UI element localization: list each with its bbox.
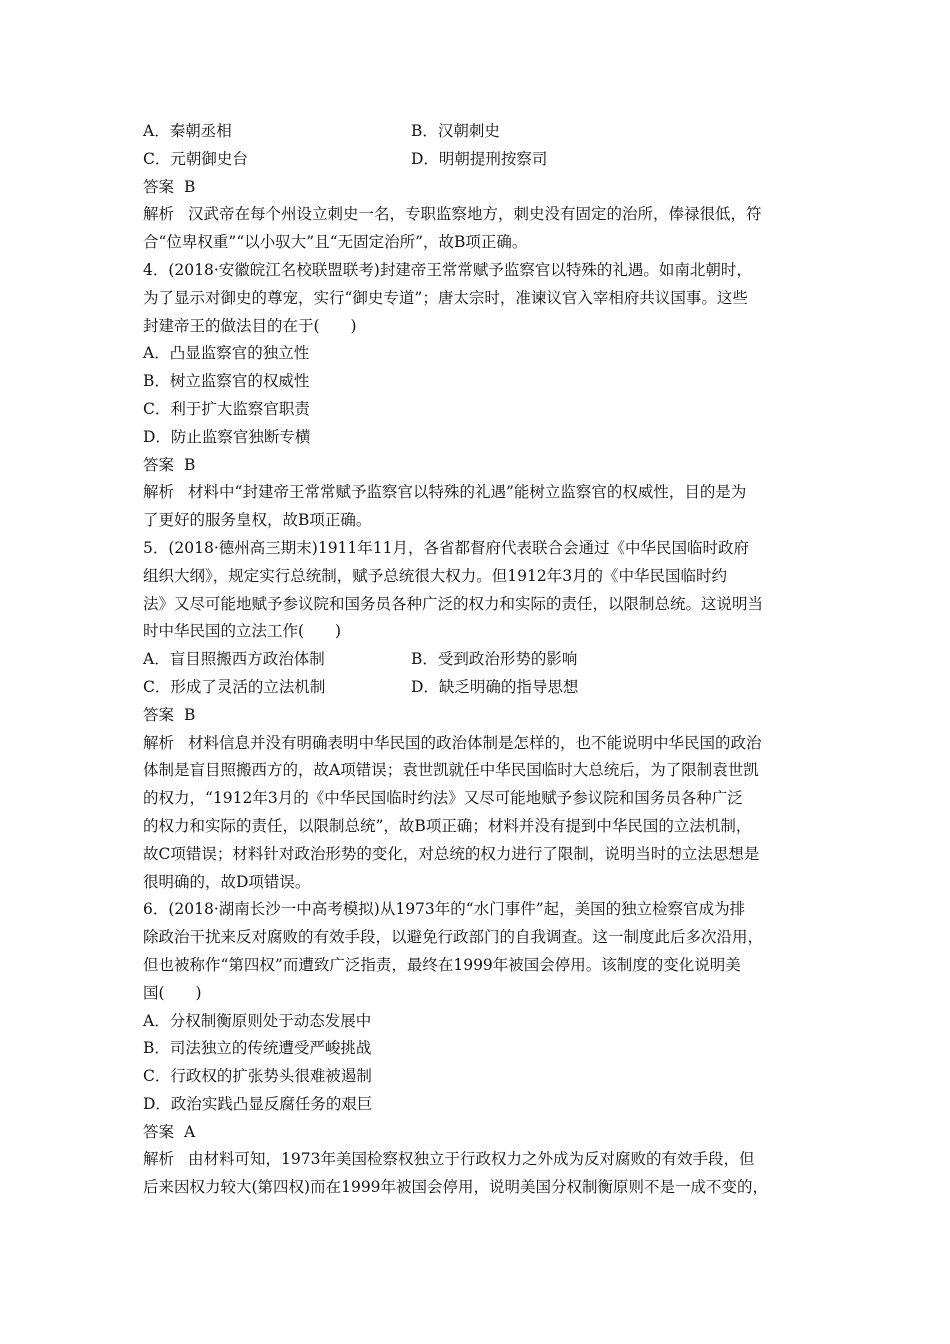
q6-stem-line-4: 国( ) — [143, 983, 202, 1002]
q4-explanation-line-1 — [143, 479, 823, 507]
q5-option-d: D．缺乏明确的指导思想 — [411, 677, 579, 696]
explanation-label: 解析 — [143, 205, 175, 224]
q5-stem-line-2: 组织大纲》，规定实行总统制，赋予总统很大权力。但1912年3月的《中华民国临时约 — [143, 566, 728, 585]
answer-label: 答案 — [143, 705, 175, 724]
explanation-label: 解析 — [143, 733, 175, 752]
answer-label: 答案 — [143, 455, 175, 474]
explanation-text: 材料中“封建帝王常常赋予监察官以特殊的礼遇”能树立监察官的权威性，目的是为 — [188, 483, 747, 502]
q6-explanation-line-2: 后来因权力较大(第四权)而在1999年被国会停用，说明美国分权制衡原则不是一成不变的， — [143, 1178, 769, 1197]
q5-option-c: C．形成了灵活的立法机制 — [143, 677, 326, 696]
q5-options-row-2 — [143, 674, 823, 702]
q5-stem-line-1: 5．(2018·德州高三期末)1911年11月，各省都督府代表联合会通过《中华民国临时政府 — [143, 538, 750, 557]
explanation-label: 解析 — [143, 1150, 175, 1169]
q5-explanation-line-4: 的权力和实际的责任，以限制总统”，故B项正确；材料并没有提到中华民国的立法机制， — [143, 816, 752, 835]
q3-option-d: D．明朝提刑按察司 — [411, 149, 548, 168]
q5-options-row-1 — [143, 646, 823, 674]
q6-option-b: B．司法独立的传统遭受严峻挑战 — [143, 1039, 372, 1058]
q6-explanation-line-1 — [143, 1146, 823, 1174]
explanation-label: 解析 — [143, 483, 175, 502]
document-page — [143, 118, 823, 1202]
q5-stem-line-4: 时中华民国的立法工作( ) — [143, 622, 342, 641]
answer-label: 答案 — [143, 177, 175, 196]
q3-explanation-line-2: 合“位卑权重”“以小驭大”且“无固定治所”，故B项正确。 — [143, 233, 528, 252]
q4-stem-line-1: 4．(2018·安徽皖江名校联盟联考)封建帝王常常赋予监察官以特殊的礼遇。如南北朝时， — [143, 260, 752, 279]
q6-answer — [143, 1119, 823, 1147]
q6-stem-line-1: 6．(2018·湖南长沙一中高考模拟)从1973年的“水门事件”起，美国的独立检察官成为排 — [143, 900, 746, 919]
q5-stem-line-3: 法》又尽可能地赋予参议院和国务员各种广泛的权力和实际的责任，以限制总统。这说明当 — [143, 594, 764, 613]
q5-explanation-line-2: 体制是盲目照搬西方的，故A项错误；袁世凯就任中华民国临时大总统后，为了限制袁世凯 — [143, 761, 759, 780]
q3-option-a: A．秦朝丞相 — [143, 122, 232, 140]
q3-answer — [143, 174, 823, 202]
q3-option-c: C．元朝御史台 — [143, 149, 248, 168]
q5-explanation-line-1 — [143, 730, 823, 758]
q4-explanation-line-2: 了更好的服务皇权，故B项正确。 — [143, 511, 372, 530]
q4-option-b: B．树立监察官的权威性 — [143, 372, 310, 391]
q3-options-row-2 — [143, 146, 823, 174]
q4-option-d: D．防止监察官独断专横 — [143, 427, 311, 446]
explanation-text: 汉武帝在每个州设立刺史一名，专职监察地方，刺史没有固定的治所，俸禄很低，符 — [188, 205, 762, 224]
q5-option-b: B．受到政治形势的影响 — [411, 650, 578, 669]
answer-value: A — [184, 1122, 196, 1141]
q4-stem-line-2: 为了显示对御史的尊宠，实行“御史专道”；唐太宗时，准谏议官入宰相府共议国事。这些 — [143, 288, 748, 307]
q6-option-a: A．分权制衡原则处于动态发展中 — [143, 1011, 372, 1030]
q6-stem-line-2: 除政治干扰来反对腐败的有效手段，以避免行政部门的自我调查。这一制度此后多次沿用， — [143, 928, 764, 947]
q3-option-b: B．汉朝刺史 — [411, 122, 500, 140]
q5-answer — [143, 702, 823, 730]
q6-stem-line-3: 但也被称作“第四权”而遭致广泛指责，最终在1999年被国会停用。该制度的变化说明美 — [143, 955, 741, 974]
q6-option-d: D．政治实践凸显反腐任务的艰巨 — [143, 1094, 373, 1113]
q3-options-row-1 — [143, 118, 823, 146]
q5-explanation-line-5: 故C项错误；材料针对政治形势的变化，对总统的权力进行了限制，说明当时的立法思想是 — [143, 844, 760, 863]
q5-explanation-line-6: 很明确的，故D项错误。 — [143, 872, 311, 891]
q4-stem-line-3: 封建帝王的做法目的在于( ) — [143, 316, 357, 335]
answer-value: B — [184, 455, 196, 474]
explanation-text: 由材料可知，1973年美国检察权独立于行政权力之外成为反对腐败的有效手段，但 — [188, 1150, 755, 1169]
answer-value: B — [184, 177, 196, 196]
q5-option-a: A．盲目照搬西方政治体制 — [143, 650, 325, 669]
answer-value: B — [184, 705, 196, 724]
q5-explanation-line-3: 的权力，“1912年3月的《中华民国临时约法》又尽可能地赋予参议院和国务员各种广泛 — [143, 789, 743, 808]
q4-answer — [143, 452, 823, 480]
q3-explanation-line-1 — [143, 201, 823, 229]
q4-option-a: A．凸显监察官的独立性 — [143, 344, 310, 363]
answer-label: 答案 — [143, 1122, 175, 1141]
q6-option-c: C．行政权的扩张势头很难被遏制 — [143, 1067, 372, 1086]
q4-option-c: C．利于扩大监察官职责 — [143, 399, 310, 418]
explanation-text: 材料信息并没有明确表明中华民国的政治体制是怎样的，也不能说明中华民国的政治 — [188, 733, 762, 752]
